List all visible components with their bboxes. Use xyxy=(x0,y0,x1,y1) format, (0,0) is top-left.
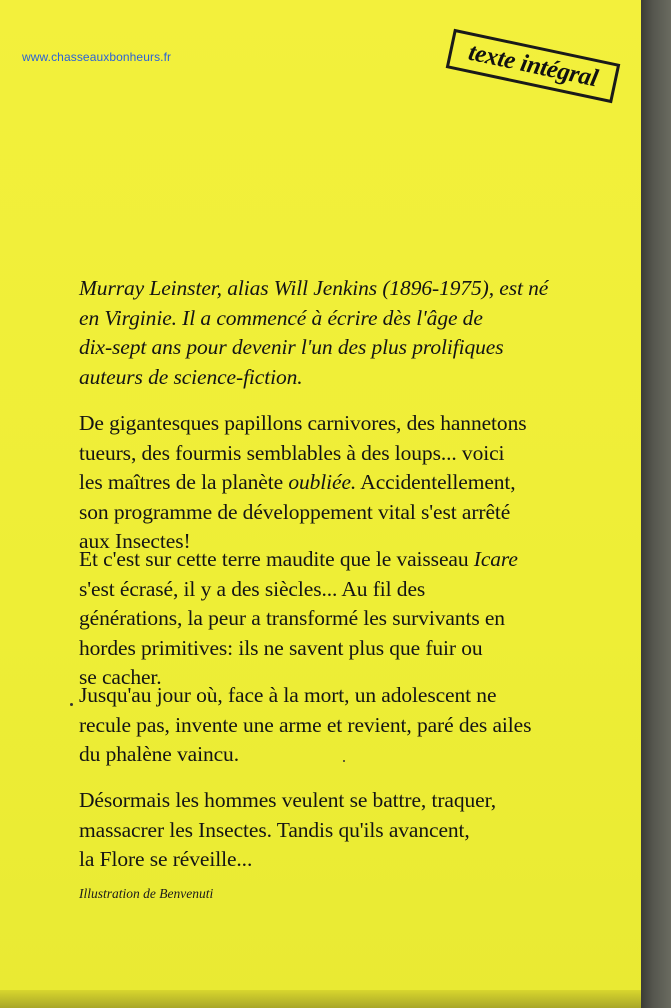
blurb-line: s'est écrasé, il y a des siècles... Au fil des xyxy=(79,576,426,601)
bio-line: Murray Leinster, alias Will Jenkins (1896-1975), est né xyxy=(79,276,549,300)
blurb-line: Jusqu'au jour où, face à la mort, un adolescent ne xyxy=(79,683,497,707)
illustration-credit: Illustration de Benvenuti xyxy=(79,886,214,901)
blurb-line: recule pas, invente une arme et revient, paré des ailes xyxy=(79,712,532,737)
watermark-url: www.chasseauxbonheurs.fr xyxy=(22,50,172,64)
blurb-text: les maîtres de la planète xyxy=(79,470,289,494)
blurb-paragraph-4 xyxy=(79,786,639,875)
blurb-line: du phalène vaincu. xyxy=(79,742,239,766)
blurb-line: hordes primitives: ils ne savent plus que fuir ou xyxy=(79,635,483,660)
blurb-line: tueurs, des fourmis semblables à des loups... voici xyxy=(79,440,505,465)
blurb-line: massacrer les Insectes. Tandis qu'ils avancent, xyxy=(79,817,470,842)
book-edge-background xyxy=(641,0,671,1008)
blurb-line xyxy=(79,545,639,575)
blurb-line: générations, la peur a transformé les survivants en xyxy=(79,606,505,630)
blurb-line: Désormais les hommes veulent se battre, traquer, xyxy=(79,788,497,812)
blurb-line: la Flore se réveille... xyxy=(79,847,253,871)
blurb-line xyxy=(79,468,639,498)
cover-bottom-edge xyxy=(0,990,641,1008)
blurb-line: se cacher. xyxy=(79,665,162,689)
emphasis-icare: Icare xyxy=(473,547,518,571)
blurb-paragraph-1 xyxy=(79,409,639,557)
texte-integral-stamp: texte intégral xyxy=(446,29,621,103)
bio-line: auteurs de science-fiction. xyxy=(79,364,303,389)
blurb-text: Et c'est sur cette terre maudite que le vaisseau xyxy=(79,547,474,571)
print-speck xyxy=(70,703,73,706)
blurb-line: aux Insectes! xyxy=(79,529,191,553)
blurb-line: De gigantesques papillons carnivores, des hannetons xyxy=(79,411,527,435)
blurb-line: son programme de développement vital s'est arrêté xyxy=(79,499,511,524)
bio-line: dix-sept ans pour devenir l'un des plus prolifiques xyxy=(79,335,504,359)
blurb-paragraph-2 xyxy=(79,545,639,693)
print-speck xyxy=(343,760,345,762)
bio-line: en Virginie. Il a commencé à écrire dès l'âge de xyxy=(79,305,483,330)
blurb-text: Accidentellement, xyxy=(356,470,516,494)
blurb-paragraph-3 xyxy=(79,681,639,770)
author-bio xyxy=(79,274,639,392)
emphasis-oubliee: oubliée. xyxy=(288,470,357,494)
